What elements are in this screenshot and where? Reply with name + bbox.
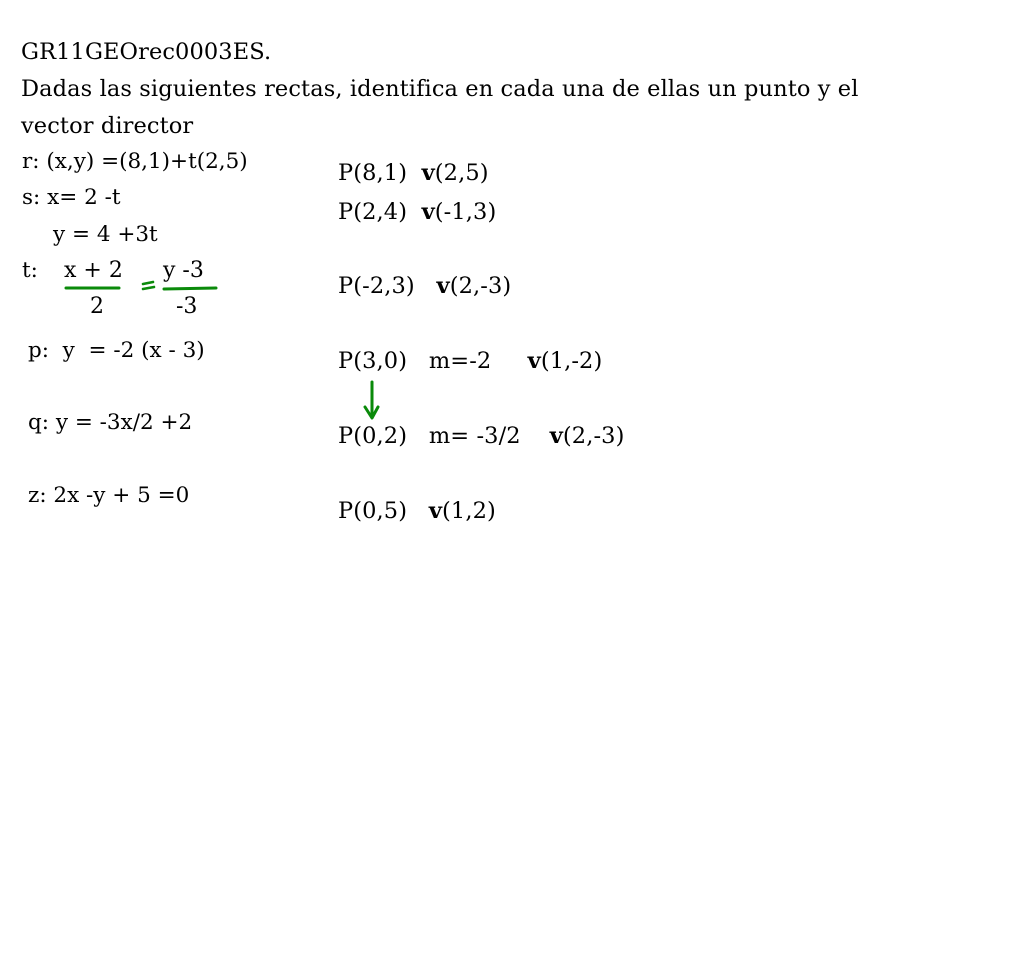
answer-s-point: P(2,4) — [338, 199, 408, 225]
answer-t-point: P(-2,3) — [338, 273, 415, 299]
answer-p-v: v — [527, 348, 541, 374]
answer-z-point: P(0,5) — [338, 498, 408, 524]
answer-z-v: v — [428, 498, 443, 524]
instruction-line-1: Dadas las siguientes rectas, identifica en cada una de ellas un punto y el — [21, 76, 859, 102]
answer-t-vector: (2,-3) — [449, 273, 512, 299]
answer-q-point: P(0,2) — [338, 423, 408, 449]
line-q-equation: q: y = -3x/2 +2 — [28, 410, 193, 435]
arrow-down-icon — [365, 382, 378, 418]
line-z-equation: z: 2x -y + 5 =0 — [28, 483, 190, 508]
answer-r-vector: (2,5) — [434, 160, 489, 186]
line-t-fraction2-numerator: y -3 — [163, 258, 204, 283]
answer-r-v: v — [421, 160, 435, 186]
answer-s-vector: (-1,3) — [434, 199, 497, 225]
fraction-bar-2 — [164, 288, 216, 289]
line-r-equation: r: (x,y) =(8,1)+t(2,5) — [22, 149, 248, 174]
line-s-equation-x: s: x= 2 -t — [22, 185, 121, 210]
answer-q-vector: (2,-3) — [562, 423, 625, 449]
answer-t-v: v — [436, 273, 450, 299]
answer-p-vector: (1,-2) — [540, 348, 603, 374]
line-t-fraction1-numerator: x + 2 — [64, 258, 123, 283]
line-s-equation-y: y = 4 +3t — [53, 222, 158, 247]
answer-p-point: P(3,0) — [338, 348, 408, 374]
answer-p-slope: m=-2 — [428, 348, 492, 374]
line-t-fraction2-denominator: -3 — [176, 294, 198, 319]
line-p-equation: p: y = -2 (x - 3) — [28, 338, 205, 363]
line-t-fraction1-denominator: 2 — [90, 294, 104, 319]
answer-r-point: P(8,1) — [338, 160, 408, 186]
answer-q-slope: m= -3/2 — [428, 423, 521, 449]
answer-z-vector: (1,2) — [442, 498, 496, 524]
answer-q-v: v — [549, 423, 563, 449]
line-t-label: t: — [22, 258, 38, 283]
instruction-line-2: vector director — [21, 113, 194, 139]
document-code: GR11GEOrec0003ES. — [21, 39, 272, 65]
equals-sign-ink — [143, 282, 154, 289]
answer-s-v: v — [421, 199, 435, 225]
